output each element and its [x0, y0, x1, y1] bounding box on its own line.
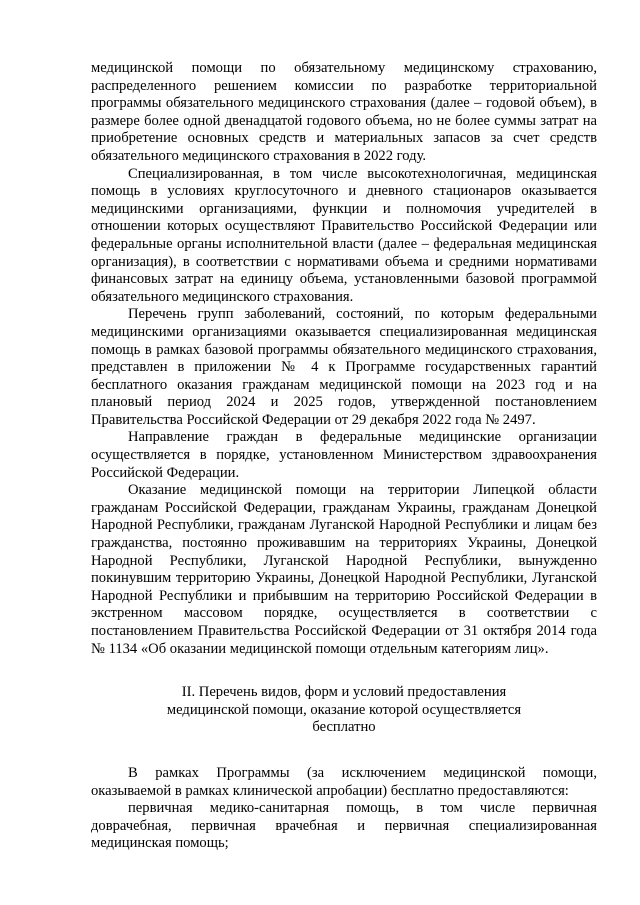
paragraph-primary-care: первичная медико-санитарная помощь, в том числе первичная доврачебная, первичная врачебная и первичная специализированная медицинская помощь;: [91, 800, 597, 852]
paragraph-continuation: медицинской помощи по обязательному медицинскому страхованию, распределенного решением комиссии по разработке территориальной программы обязательного медицинского страхования (далее – годовой объем), в размере более одной двенадцатой годового объема, но не более суммы затрат на приобретение основных средств и материальных запасов за счет средств обязательного медицинского страхования в 2022 году.: [91, 60, 597, 164]
section-heading-line-2: медицинской помощи, оказание которой осуществляется: [166, 701, 522, 718]
paragraph-disease-groups: Перечень групп заболеваний, состояний, по которым федеральными медицинскими организациями оказывается специализированная медицинская помощь в рамках базовой программы обязательного медицинского страхования, представлен в приложении № 4 к Программе государственных гарантий бесплатного оказания гражданам медицинской помощи на 2023 год и на плановый период 2024 и 2025 годов, утвержденной постановлением Правительства Российской Федерации от 29 декабря 2022 года № 2497.: [91, 306, 597, 428]
section-heading-line-1: II. Перечень видов, форм и условий предоставления: [181, 684, 507, 701]
paragraph-specialized-care: Специализированная, в том числе высокотехнологичная, медицинская помощь в условиях круглосуточного и дневного стационаров оказывается медицинскими организациями, функции и полномочия учредителей в отношении которых осуществляют Правительство Российской Федерации или федеральные органы исполнительной власти (далее – федеральная медицинская организация), в соответствии с нормативами объема и средними нормативами финансовых затрат на единицу объема, установленными базовой программой обязательного медицинского страхования.: [91, 165, 597, 305]
document-page: [91, 60, 597, 853]
paragraph-program-scope: В рамках Программы (за исключением медицинской помощи, оказываемой в рамках клинической апробации) бесплатно предоставляются:: [91, 764, 597, 799]
paragraph-referral: Направление граждан в федеральные медицинские организации осуществляется в порядке, установленном Министерством здравоохранения Российской Федерации.: [91, 429, 597, 481]
section-heading-line-3: бесплатно: [312, 719, 376, 736]
section-heading: [91, 684, 597, 737]
paragraph-lipetsk-care: Оказание медицинской помощи на территории Липецкой области гражданам Российской Федерации, гражданам Украины, гражданам Донецкой Народной Республики, гражданам Луганской Народной Республики и лицам без гражданства, постоянно проживавшим на территориях Украины, Донецкой Народной Республики, Луганской Народной Республики, вынужденно покинувшим территорию Украины, Донецкой Народной Республики, Луганской Народной Республики и прибывшим на территорию Российской Федерации в экстренном массовом порядке, осуществляется в соответствии с постановлением Правительства Российской Федерации от 31 октября 2014 года № 1134 «Об оказании медицинской помощи отдельным категориям лиц».: [91, 482, 597, 657]
